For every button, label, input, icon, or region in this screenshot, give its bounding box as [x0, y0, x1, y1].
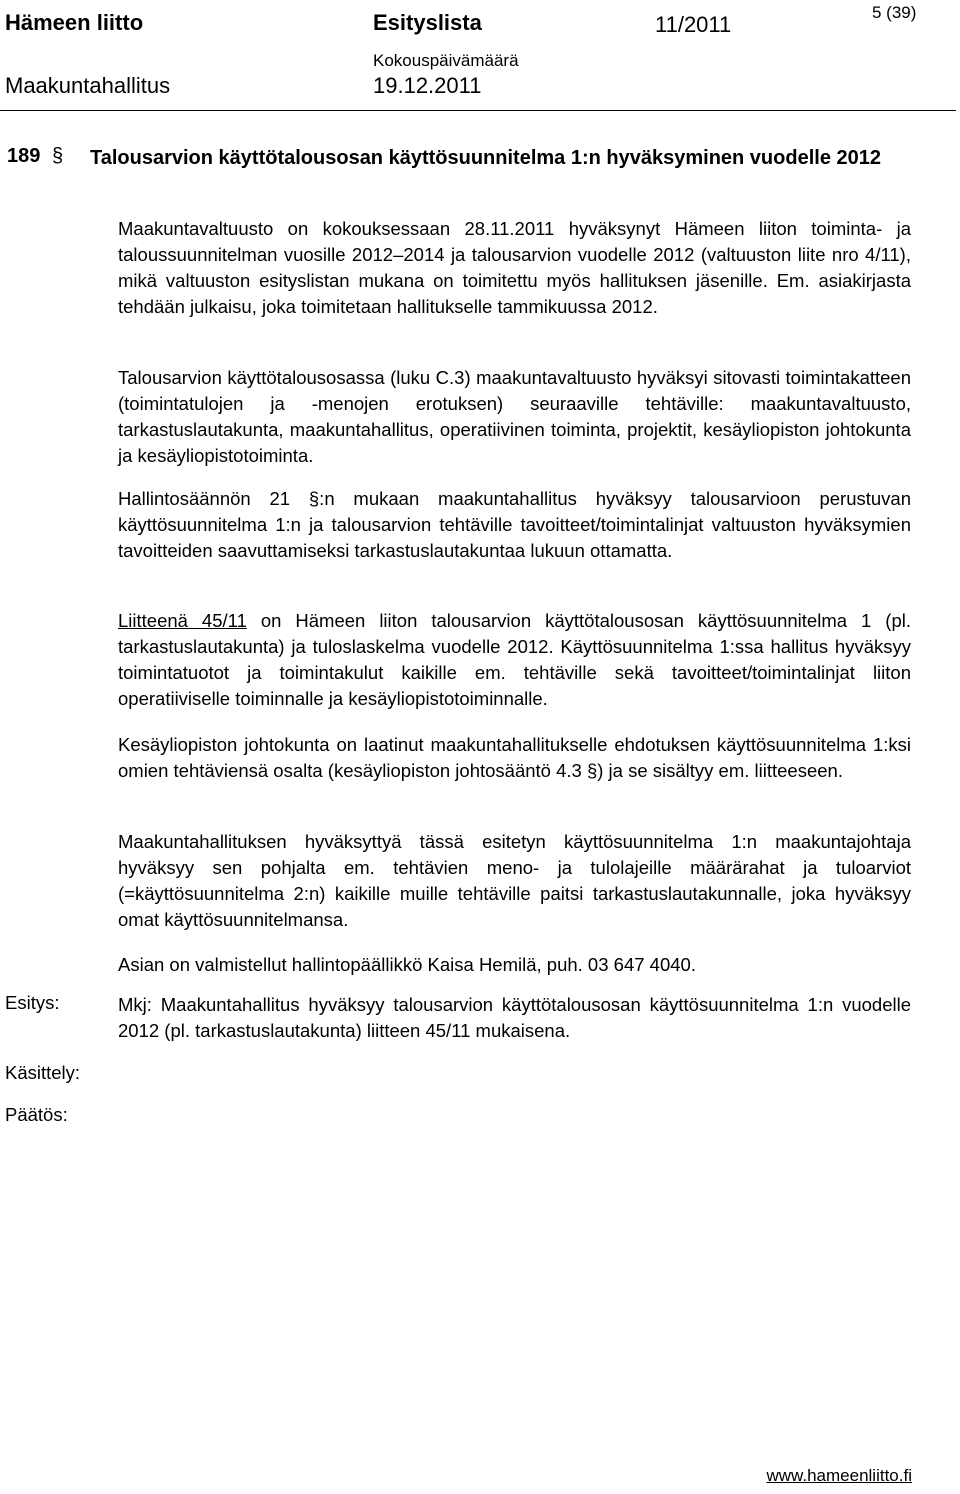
- footer-url[interactable]: www.hameenliitto.fi: [766, 1466, 912, 1485]
- doc-type: Esityslista: [373, 10, 482, 35]
- attachment-link[interactable]: Liitteenä 45/11: [118, 610, 247, 631]
- date-label: Kokouspäivämäärä: [373, 51, 519, 70]
- header-rule: [0, 110, 956, 111]
- paragraph-1: Maakuntavaltuusto on kokouksessaan 28.11.2011 hyväksynyt Hämeen liiton toiminta- ja taloussuunnitelman vuosille 2012–2014 ja talousarvion vuodelle 2012 (valtuuston liite nro 4/11), mikä valtuuston esityslistan mukana on toimitettu myös hallituksen jäsenille. Em. asiakirjasta tehdään julkaisu, joka toimitetaan hallitukselle tammikuussa 2012.: [118, 218, 911, 317]
- paragraph-7: Asian on valmistellut hallintopäällikkö Kaisa Hemilä, puh. 03 647 4040.: [118, 954, 696, 975]
- section-title: Talousarvion käyttötalousosan käyttösuunnitelma 1:n hyväksyminen vuodelle 2012: [90, 147, 881, 169]
- paragraph-3: Hallintosäännön 21 §:n mukaan maakuntahallitus hyväksyy talousarvioon perustuvan käyttösuunnitelma 1:n ja talousarvion tehtäville tavoitteet/toimintalinjat valtuuston hyväksymien tavoitteiden saavuttamiseksi tarkastuslautakuntaa lukuun ottamatta.: [118, 488, 911, 561]
- section-sign: §: [52, 145, 64, 167]
- paragraph-4-text: on Hämeen liiton talousarvion käyttötalousosan käyttösuunnitelma 1 (pl. tarkastuslautakunta) ja tuloslaskelma vuodelle 2012. Käyttösuunnitelma 1:ssa hallitus hyväksyy toimintatuotot ja toimintakulut kaikille em. tehtäville sekä tavoitteet/toimintalinjat liiton operatiiviselle toiminnalle ja kesäyliopistotoiminnalle.: [118, 610, 911, 709]
- body-name: Maakuntahallitus: [5, 73, 171, 98]
- paragraph-2: Talousarvion käyttötalousosassa (luku C.3) maakuntavaltuusto hyväksyi sitovasti toimintakatteen (toimintatulojen ja -menojen erotuksen) seuraaville tehtäville: maakuntavaltuusto, tarkastuslautakunta, maakuntahallitus, operatiivinen toiminta, projektit, kesäyliopiston johtokunta ja kesäyliopistotoiminta.: [118, 367, 911, 466]
- esitys-label: Esitys:: [5, 992, 60, 1013]
- doc-number: 11/2011: [655, 12, 732, 37]
- meeting-date: 19.12.2011: [373, 73, 482, 98]
- section-number: 189: [7, 145, 41, 167]
- paragraph-6: Maakuntahallituksen hyväksyttyä tässä esitetyn käyttösuunnitelma 1:n maakuntajohtaja hyväksyy sen pohjalta em. tehtävien meno- ja tulolajeille määrärahat ja tuloarviot (=käyttösuunnitelma 2:n) kaikille muille tehtäville paitsi tarkastuslautakunnalle, joka hyväksyy omat käyttösuunnitelmansa.: [118, 831, 911, 930]
- org-name: Hämeen liitto: [5, 10, 144, 35]
- kasittely-label: Käsittely:: [5, 1062, 81, 1083]
- paragraph-5: Kesäyliopiston johtokunta on laatinut maakuntahallitukselle ehdotuksen käyttösuunnitelma 1:ksi omien tehtäviensä osalta (kesäyliopiston johtosääntö 4.3 §) ja se sisältyy em. liitteeseen.: [118, 734, 911, 781]
- paragraph-4: [118, 608, 911, 712]
- page-number: 5 (39): [872, 3, 917, 22]
- paatos-label: Päätös:: [5, 1104, 68, 1125]
- esitys-text: Mkj: Maakuntahallitus hyväksyy talousarvion käyttötalousosan käyttösuunnitelma 1:n vuodelle 2012 (pl. tarkastuslautakunta) liitteen 45/11 mukaisena.: [118, 994, 911, 1041]
